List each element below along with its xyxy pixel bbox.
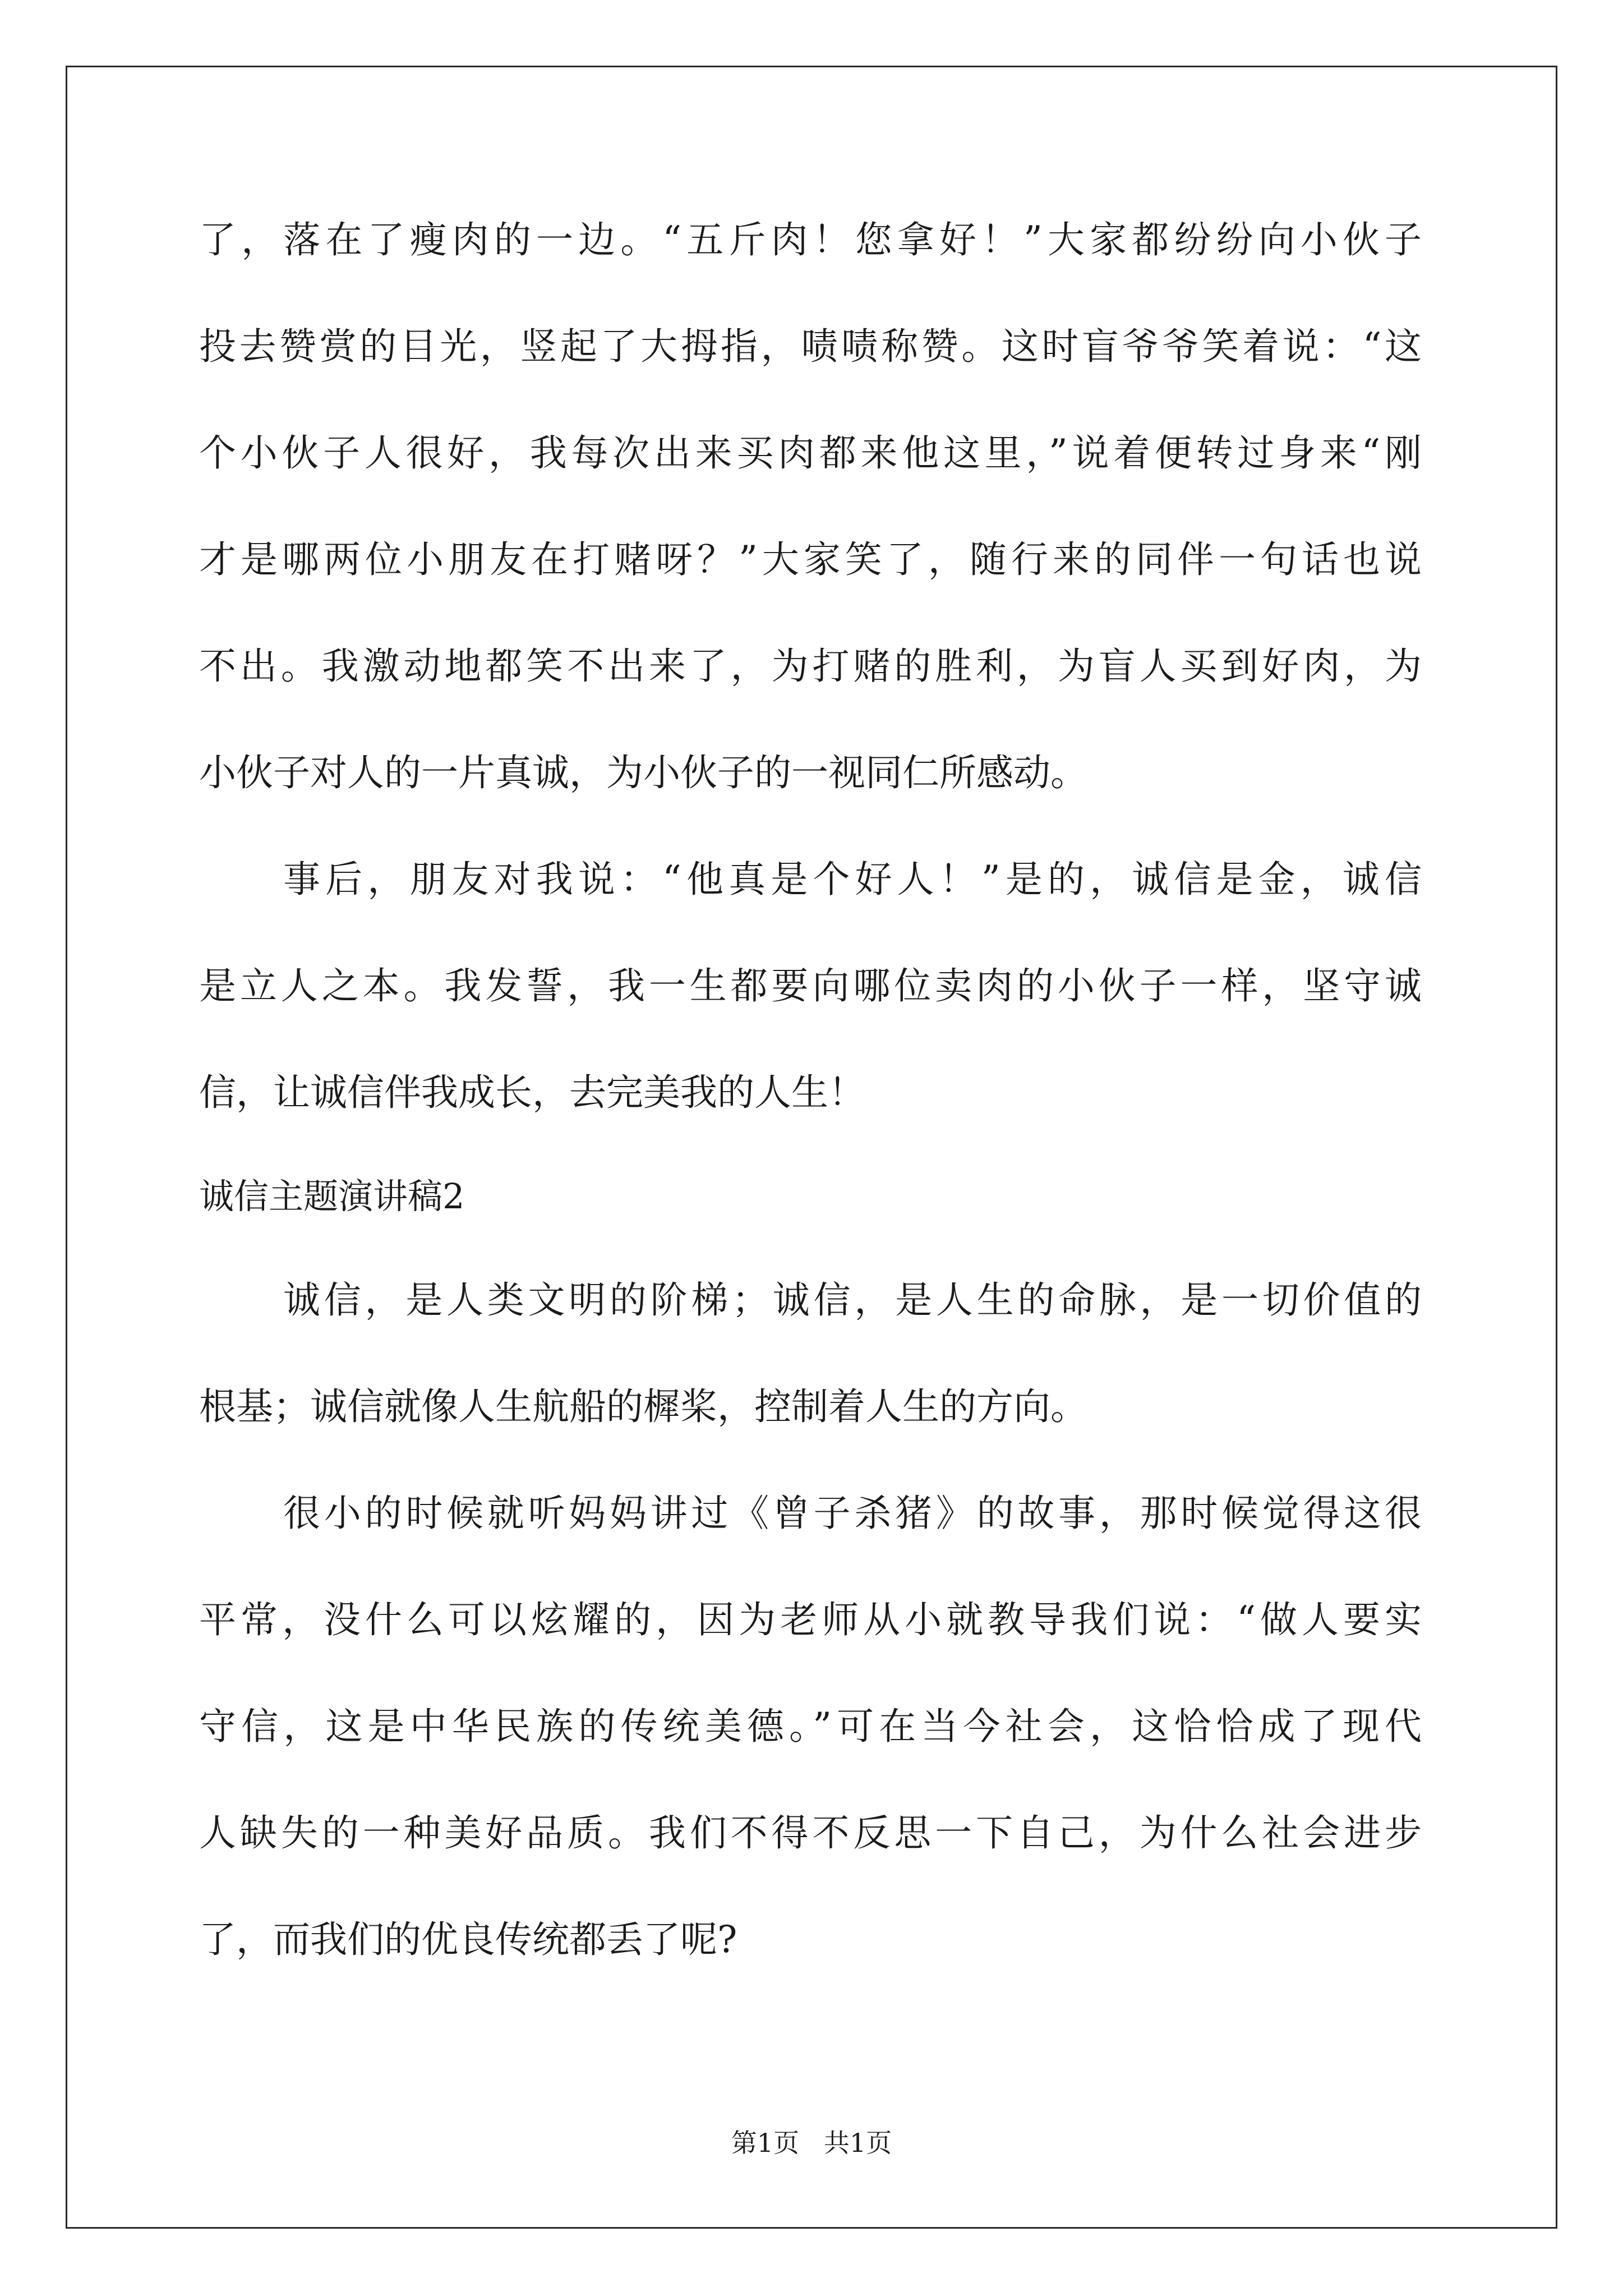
paragraph-line: 平常，没什么可以炫耀的，因为老师从小就教导我们说：“做人要实	[199, 1598, 1422, 1641]
paragraph-line: 很小的时候就听妈妈讲过《曾子杀猪》的故事，那时候觉得这很	[283, 1492, 1422, 1535]
paragraph-line: 了，而我们的优良传统都丢了呢?	[199, 1918, 737, 1961]
paragraph-line: 人缺失的一种美好品质。我们不得不反思一下自己，为什么社会进步	[199, 1811, 1422, 1855]
paragraph-line: 不出。我激动地都笑不出来了，为打赌的胜利，为盲人买到好肉，为	[199, 645, 1422, 688]
paragraph-line: 是立人之本。我发誓，我一生都要向哪位卖肉的小伙子一样，坚守诚	[199, 964, 1422, 1007]
paragraph-line: 守信，这是中华民族的传统美德。”可在当今社会，这恰恰成了现代	[199, 1705, 1422, 1748]
paragraph-line: 根基；诚信就像人生航船的樨桨，控制着人生的方向。	[199, 1385, 1087, 1428]
paragraph-line: 诚信，是人类文明的阶梯；诚信，是人生的命脉，是一切价值的	[283, 1278, 1422, 1322]
paragraph-line: 投去赞赏的目光，竖起了大拇指，啧啧称赞。这时盲爷爷笑着说：“这	[199, 325, 1422, 368]
paragraph-line: 了，落在了瘦肉的一边。“五斤肉！您拿好！”大家都纷纷向小伙子	[199, 218, 1422, 261]
paragraph-line: 个小伙子人很好，我每次出来买肉都来他这里，”说着便转过身来“刚	[199, 431, 1422, 475]
page-border	[66, 66, 1557, 2229]
paragraph-line: 事后，朋友对我说：“他真是个好人！”是的，诚信是金，诚信	[283, 858, 1422, 901]
paragraph-line: 才是哪两位小朋友在打赌呀？”大家笑了，随行来的同伴一句话也说	[199, 538, 1422, 581]
paragraph-line: 小伙子对人的一片真诚，为小伙子的一视同仁所感动。	[199, 751, 1087, 794]
section-heading: 诚信主题演讲稿2	[199, 1176, 465, 1217]
page-footer: 第1页 共1页	[731, 2128, 892, 2158]
paragraph-line: 信，让诚信伴我成长，去完美我的人生！	[199, 1071, 865, 1114]
